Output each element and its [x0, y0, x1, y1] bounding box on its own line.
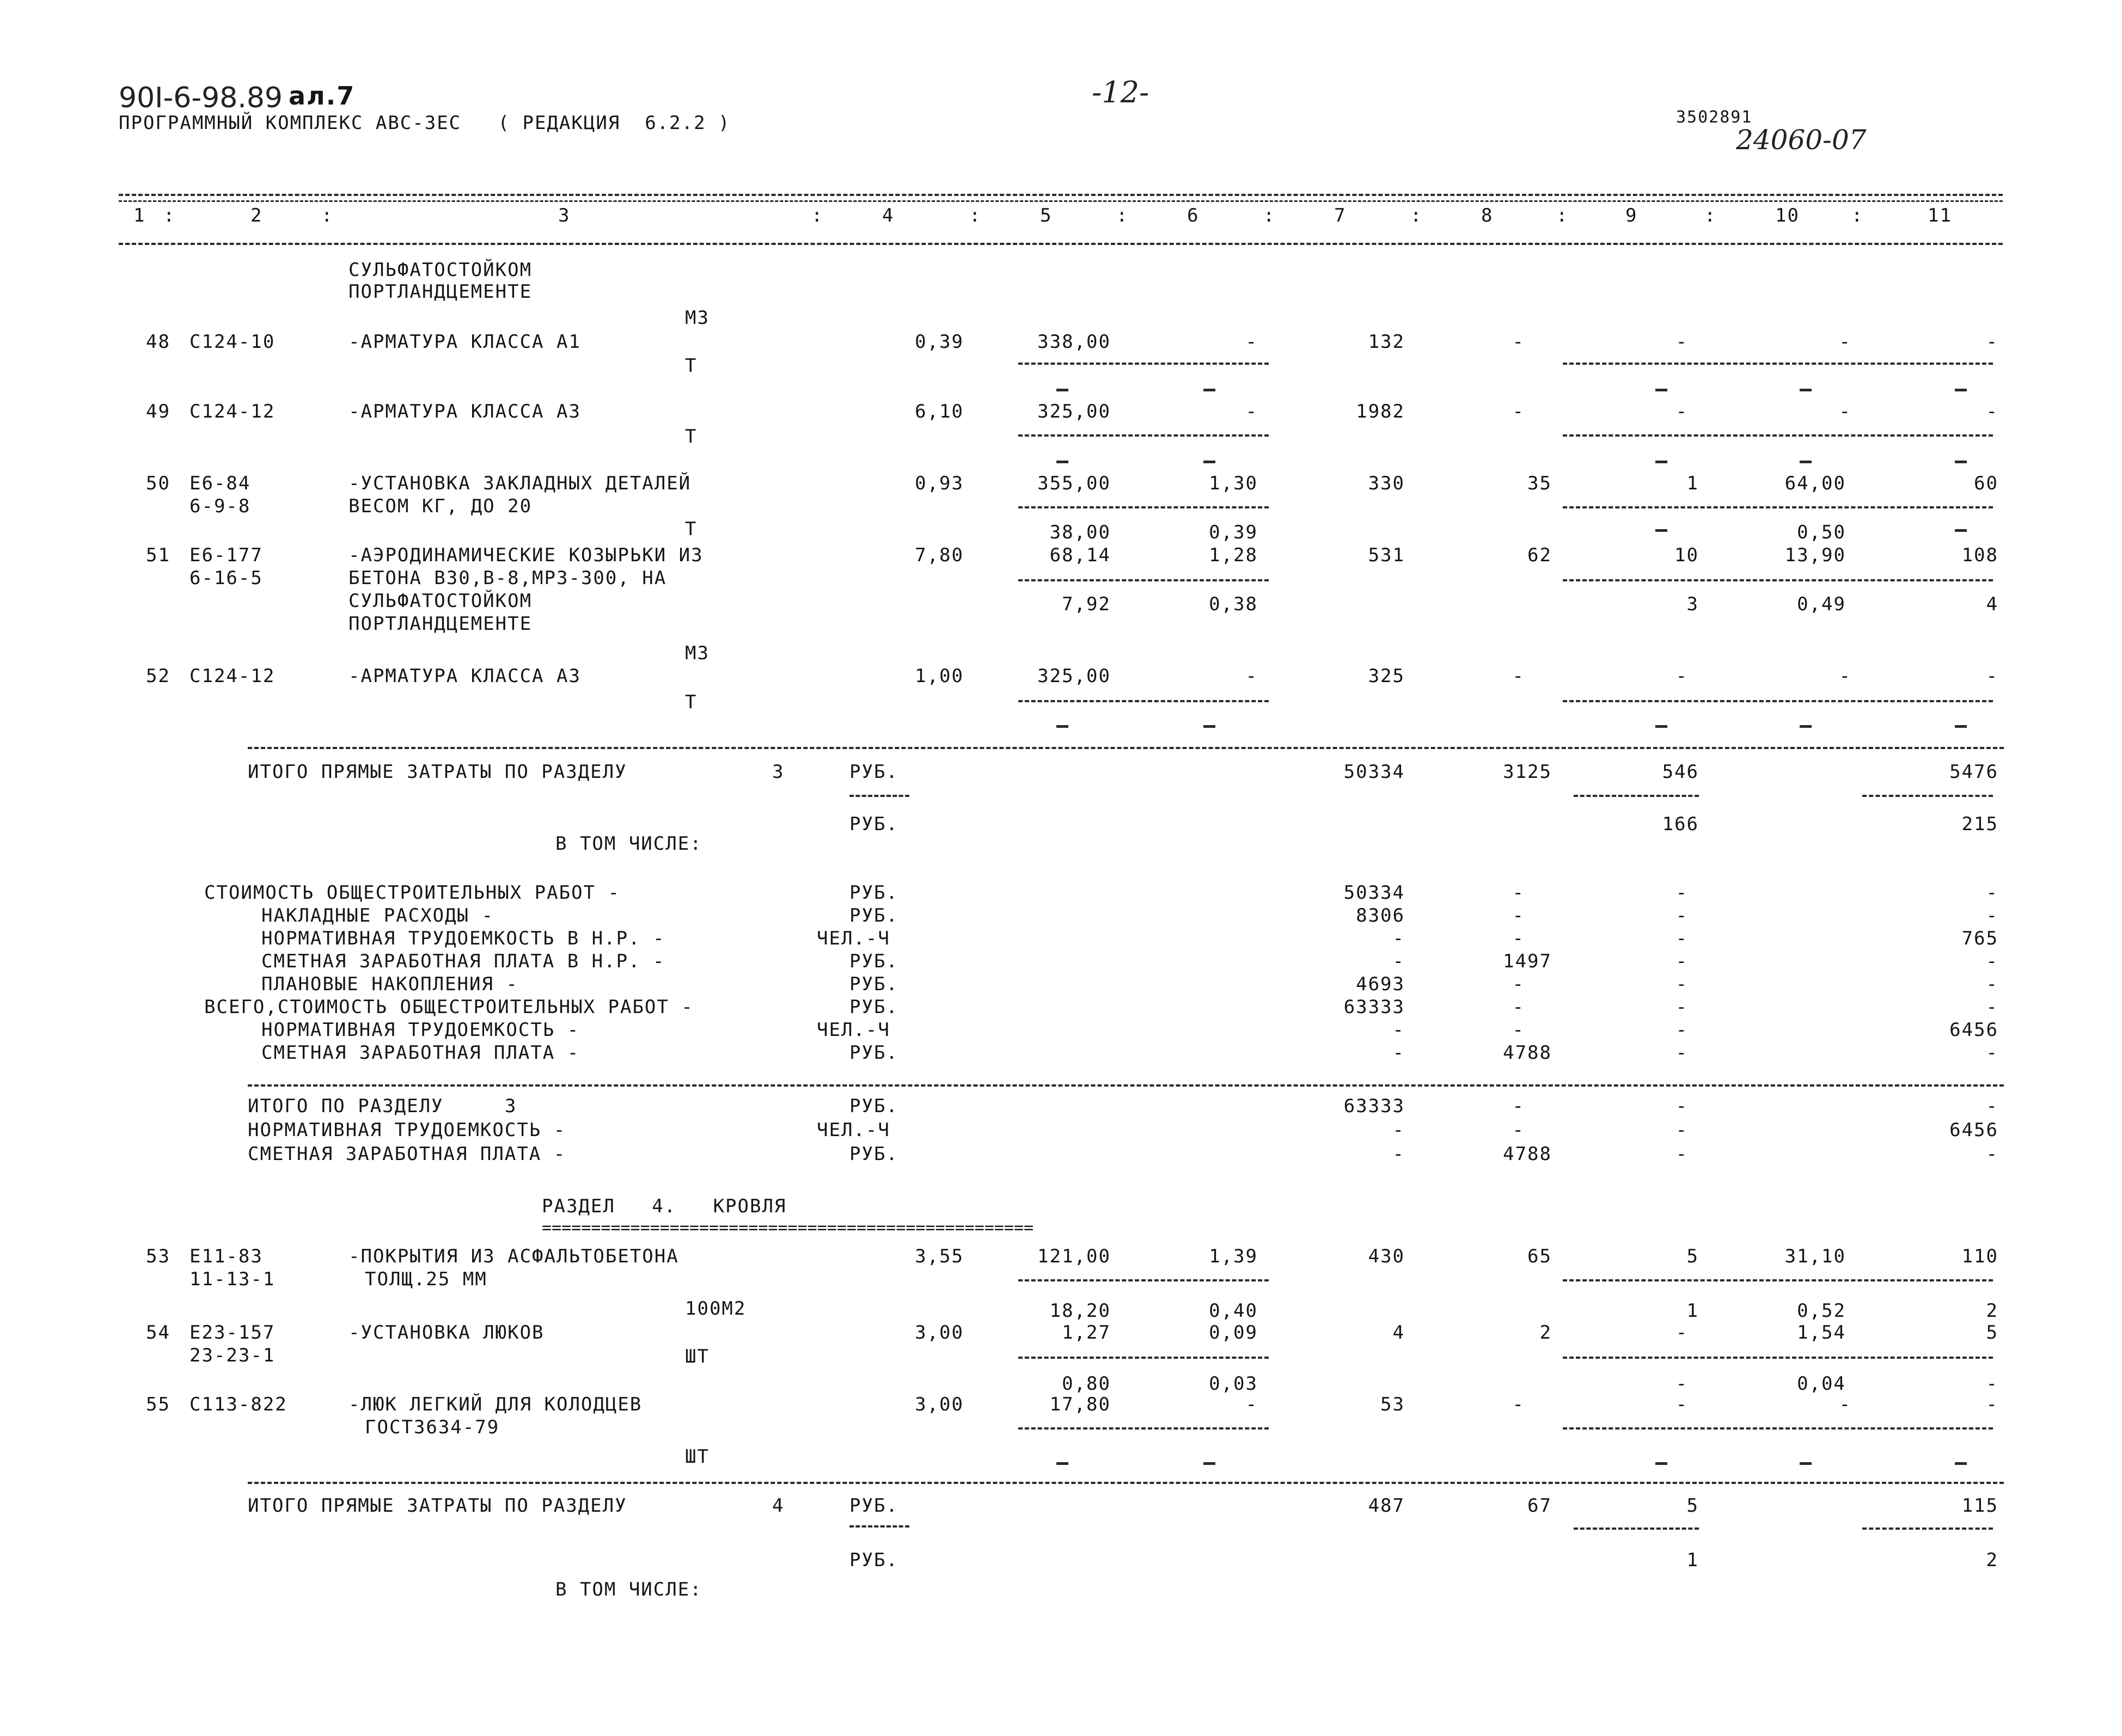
section-3-rule	[248, 747, 2004, 749]
registration-number: 3502891	[1676, 108, 1753, 127]
section-4-underline: ==================================================	[542, 1218, 1034, 1237]
handwritten-number: 24060-07	[1736, 124, 1867, 156]
section-3-itogo-rule	[248, 1084, 2004, 1087]
page-number: -12-	[1092, 75, 1149, 109]
col-6: 6	[1187, 205, 1200, 226]
program-line: ПРОГРАММНЫЙ КОМПЛЕКС АВС-3ЕС ( РЕДАКЦИЯ 6.2.2 )	[119, 112, 731, 134]
album-label: ал.7	[289, 81, 356, 111]
col-4: 4	[882, 205, 895, 226]
col-1: 1	[133, 205, 146, 226]
col-2: 2	[250, 205, 263, 226]
col-8: 8	[1481, 205, 1494, 226]
col-5: 5	[1040, 205, 1053, 226]
header-bottom-rule	[119, 243, 2003, 245]
section-4-rule	[248, 1482, 2004, 1484]
header-top-rule-2	[119, 200, 2003, 202]
col-10: 10	[1775, 205, 1800, 226]
col-9: 9	[1625, 205, 1638, 226]
header-top-rule	[119, 194, 2003, 196]
document-page: 90I-6-98.89 ал.7 ПРОГРАММНЫЙ КОМПЛЕКС АВС-3ЕС ( РЕДАКЦИЯ 6.2.2 ) -12- 3502891 24060-07 1 : 2 : 3 : 4 : 5 : 6 : 7 : 8 : 9 : 10 : 11 СУЛЬФАТОСТОЙКОМ ПОРТЛАНДЦЕМЕНТЕ М3 48 С124-10 -АРМАТУРА КЛАССА А1 0,39 338,00 - 132 - - - - Т 49 С124-12 -АРМАТУРА КЛАССА А3 6,10 325,00 - 1982 - - - - Т 50 Е6-84 6-9-8 -УСТАНОВКА ЗАКЛАДНЫХ ДЕТАЛЕЙ ВЕСОМ КГ, ДО 20 0,93 355,00 1,30 330 35 1 64,00 60 Т 38,00 0,39 0,50 51 Е6-177 6-16-5 -АЭРОДИНАМИЧЕСКИЕ КОЗЫРЬКИ ИЗ БЕТОНА В30,В-8,МРЗ-300, НА СУЛЬФАТОСТОЙКОМ ПОРТЛАНДЦЕМЕНТЕ 7,80 68,14 1,28 531 62 10 13,90 108 7,92 0,38 3 0,49 4 М3 52 С124-12 -АРМАТУРА КЛАССА А3 1,00 325,00 - 325 - - - - Т ИТОГО ПРЯМЫЕ ЗАТРАТЫ ПО РАЗДЕЛУ 3 РУБ. 50334 3125 546 5476 РУБ. 166 215 В ТОМ ЧИСЛЕ: СТОИМОСТЬ ОБЩЕСТРОИТЕЛЬНЫХ РАБОТ - РУБ. 50334 - - - НАКЛАДНЫЕ РАСХОДЫ - РУБ. 8306 - - - НОРМАТИВНАЯ ТРУДОЕМКОСТЬ В Н.Р. - ЧЕЛ.-Ч - - - 765 СМЕТНАЯ ЗАРАБОТНАЯ ПЛАТА В Н.Р. - РУБ. - 1497 - - ПЛАНОВЫЕ НАКОПЛЕНИЯ - РУБ. 4693 - - - ВСЕГО,СТОИМОСТЬ ОБЩЕСТРОИТЕЛЬНЫХ РАБОТ - РУБ. 63333 - - - НОРМАТИВНАЯ ТРУДОЕМКОСТЬ - ЧЕЛ.-Ч - - - 6456 СМЕТНАЯ ЗАРАБОТНАЯ ПЛАТА - РУБ. - 4788 - - ИТОГО ПО РАЗДЕЛУ 3 РУБ. 63333 - - - НОРМАТИВНАЯ ТРУДОЕМКОСТЬ - ЧЕЛ.-Ч - - - 6456 СМЕТНАЯ ЗАРАБОТНАЯ ПЛАТА - РУБ. - 4788 - - РАЗДЕЛ 4. КРОВЛЯ ================================================== 53 Е11-83 11-13-1 -ПОКРЫТИЯ ИЗ АСФАЛЬТОБЕТОНА ТОЛЩ.25 ММ 3,55 121,00 1,39 430 65 5 31,10 110 100М2 18,20 0,40 1 0,52 2 54 Е23-157 23-23-1 -УСТАНОВКА ЛЮКОВ 3,00 1,27 0,09 4 2 - 1,54 5 ШТ 0,80 0,03 - 0,04 - 55 С113-822 -ЛЮК ЛЕГКИЙ ДЛЯ КОЛОДЦЕВ ГОСТ3634-79 3,00 17,80 - 53 - - - - ШТ ИТОГО ПРЯМЫЕ ЗАТРАТЫ ПО РАЗДЕЛУ 4 РУБ. 487 67 5 115 РУБ. 1 2 В ТОМ ЧИСЛЕ:	[0, 0, 2122, 1736]
section-4-title: РАЗДЕЛ 4. КРОВЛЯ	[542, 1195, 787, 1217]
col-7: 7	[1334, 205, 1347, 226]
col-3: 3	[558, 205, 571, 226]
col-11: 11	[1928, 205, 1952, 226]
doc-code: 90I-6-98.89	[119, 82, 283, 114]
